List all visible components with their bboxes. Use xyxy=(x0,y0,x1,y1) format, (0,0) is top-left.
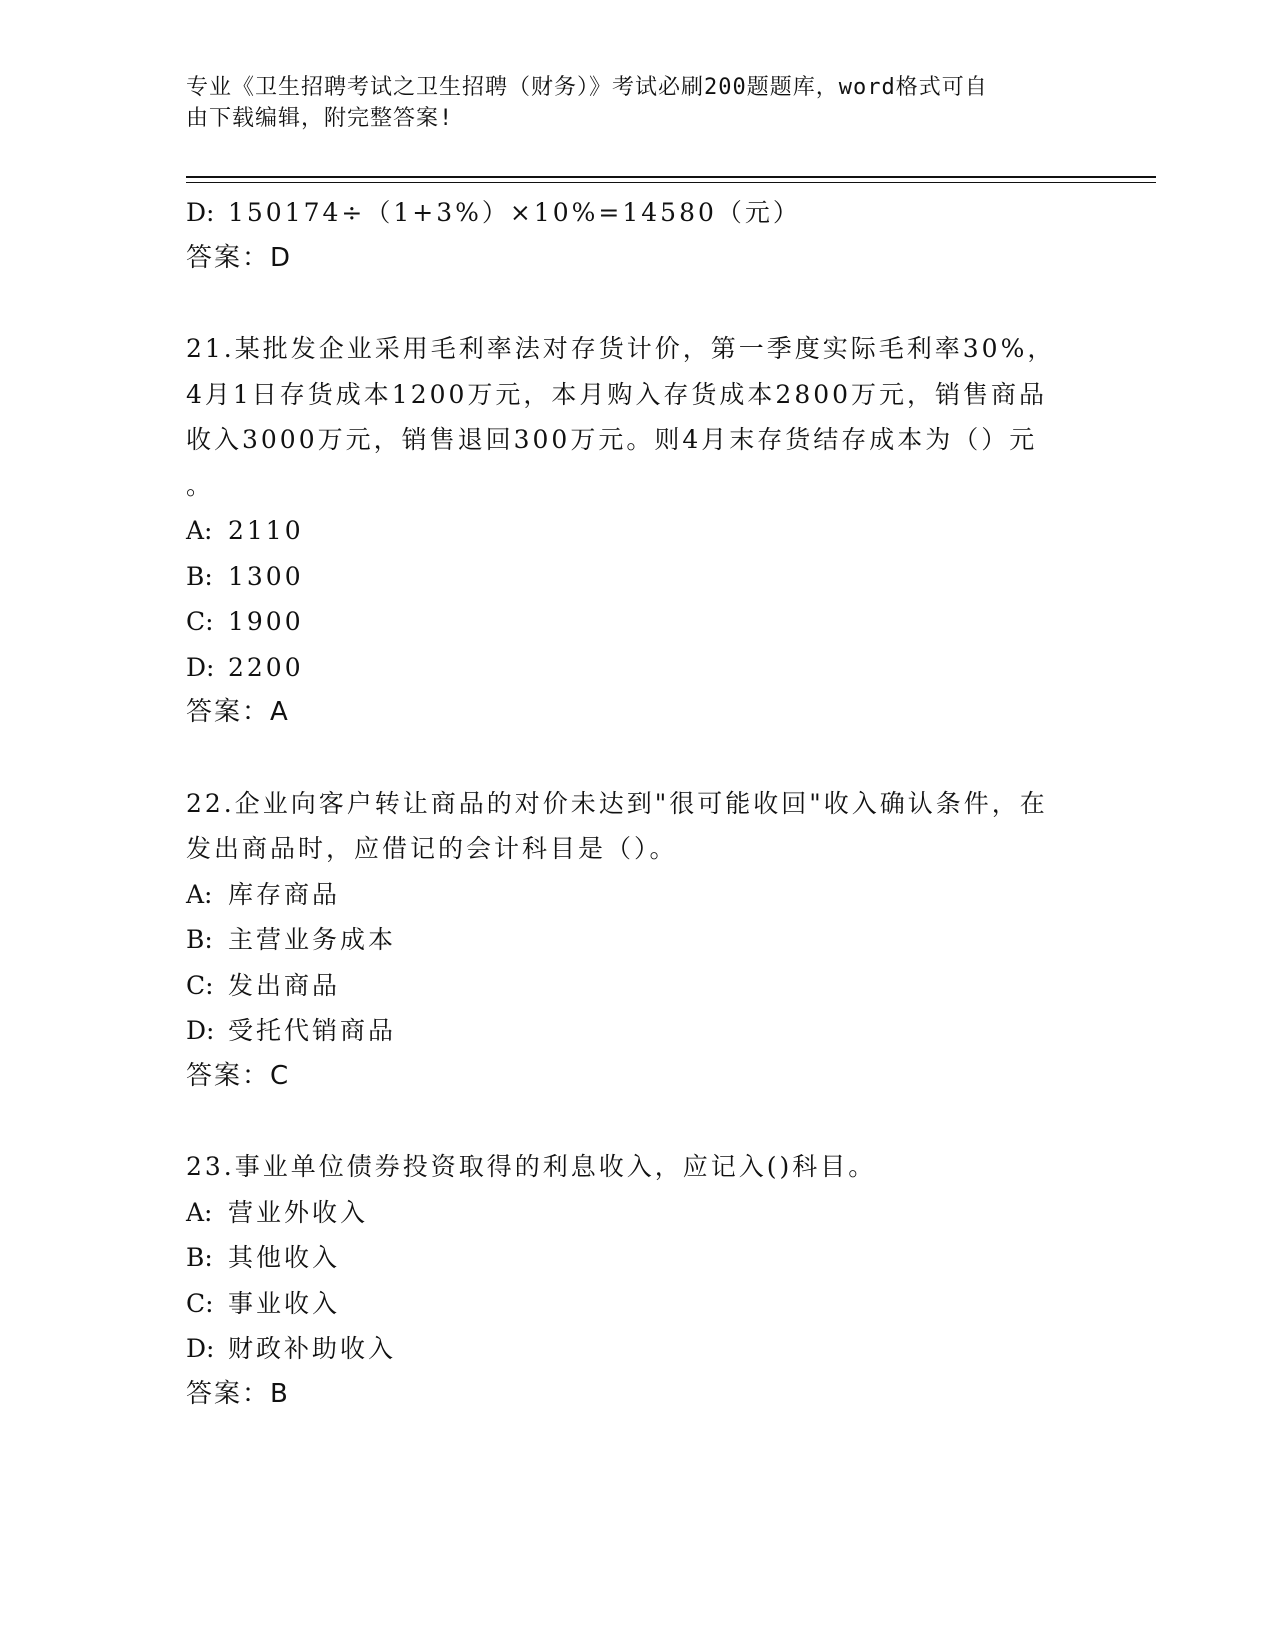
option-text: 财政补助收入 xyxy=(228,1334,397,1363)
option-text: 受托代销商品 xyxy=(228,1016,397,1045)
option-key: D: xyxy=(186,652,215,682)
option-a xyxy=(186,508,1086,554)
option-key: A: xyxy=(186,879,213,909)
question-text: 23.事业单位债券投资取得的利息收入，应记入()科目。 xyxy=(186,1152,877,1181)
header-line-1: 专业《卫生招聘考试之卫生招聘（财务）》考试必刷200题题库，word格式可自 xyxy=(186,75,988,100)
option-b xyxy=(186,554,1086,600)
answer: 答案：D xyxy=(186,242,293,273)
question-23 xyxy=(186,1144,1086,1417)
option-key: C: xyxy=(186,607,214,636)
option-d xyxy=(186,1326,1086,1372)
option-key: C: xyxy=(186,1288,214,1318)
answer: 答案：A xyxy=(186,697,290,727)
question-text: 22.企业向客户转让商品的对价未达到"很可能收回"收入确认条件，在 xyxy=(186,788,1048,818)
option-text: 2110 xyxy=(228,516,304,545)
spacer xyxy=(186,736,1086,781)
question-text: 21.某批发企业采用毛利率法对存货计价，第一季度实际毛利率30%， xyxy=(186,334,1056,363)
option-key: A: xyxy=(186,1197,213,1227)
answer: 答案：B xyxy=(186,1378,290,1409)
spacer xyxy=(186,1099,1086,1144)
option-b xyxy=(186,917,1086,963)
option-key: C: xyxy=(186,970,214,1000)
option-text: 库存商品 xyxy=(228,879,341,909)
answer: 答案：C xyxy=(186,1060,291,1091)
option-text: 150174÷（1+3%）×10%=14580（元） xyxy=(228,198,801,227)
option-d xyxy=(186,1008,1086,1054)
option-key: D: xyxy=(186,1016,215,1045)
option-text: 主营业务成本 xyxy=(228,925,397,954)
option-d xyxy=(186,190,1086,236)
option-key: D: xyxy=(186,198,215,227)
question-list xyxy=(186,190,1086,1417)
option-text: 营业外收入 xyxy=(228,1197,369,1227)
option-text: 其他收入 xyxy=(228,1243,341,1272)
question-text: 4月1日存货成本1200万元，本月购入存货成本2800万元，销售商品 xyxy=(186,379,1048,409)
header-line-2: 由下载编辑，附完整答案! xyxy=(186,106,454,131)
option-c xyxy=(186,963,1086,1009)
option-text: 2200 xyxy=(228,652,304,682)
header-divider-thin xyxy=(186,182,1156,183)
option-key: D: xyxy=(186,1334,215,1363)
question-text: 发出商品时，应借记的会计科目是（）。 xyxy=(186,834,678,863)
option-a xyxy=(186,872,1086,918)
question-21 xyxy=(186,326,1086,736)
option-text: 1300 xyxy=(228,561,304,591)
header-divider-thick xyxy=(186,176,1156,178)
option-key: B: xyxy=(186,561,213,591)
option-b xyxy=(186,1235,1086,1281)
option-key: B: xyxy=(186,925,213,954)
option-text: 发出商品 xyxy=(228,970,341,1000)
option-d xyxy=(186,645,1086,691)
option-c xyxy=(186,599,1086,645)
option-key: B: xyxy=(186,1243,213,1272)
option-c xyxy=(186,1281,1086,1327)
option-key: A: xyxy=(186,516,213,545)
question-22 xyxy=(186,781,1086,1100)
option-a xyxy=(186,1190,1086,1236)
option-text: 事业收入 xyxy=(228,1288,341,1318)
spacer xyxy=(186,281,1086,326)
option-text: 1900 xyxy=(228,607,304,636)
question-text: 。 xyxy=(186,470,215,500)
question-text: 收入3000万元，销售退回300万元。则4月末存货结存成本为（）元 xyxy=(186,425,1038,454)
document-header xyxy=(186,72,1066,134)
